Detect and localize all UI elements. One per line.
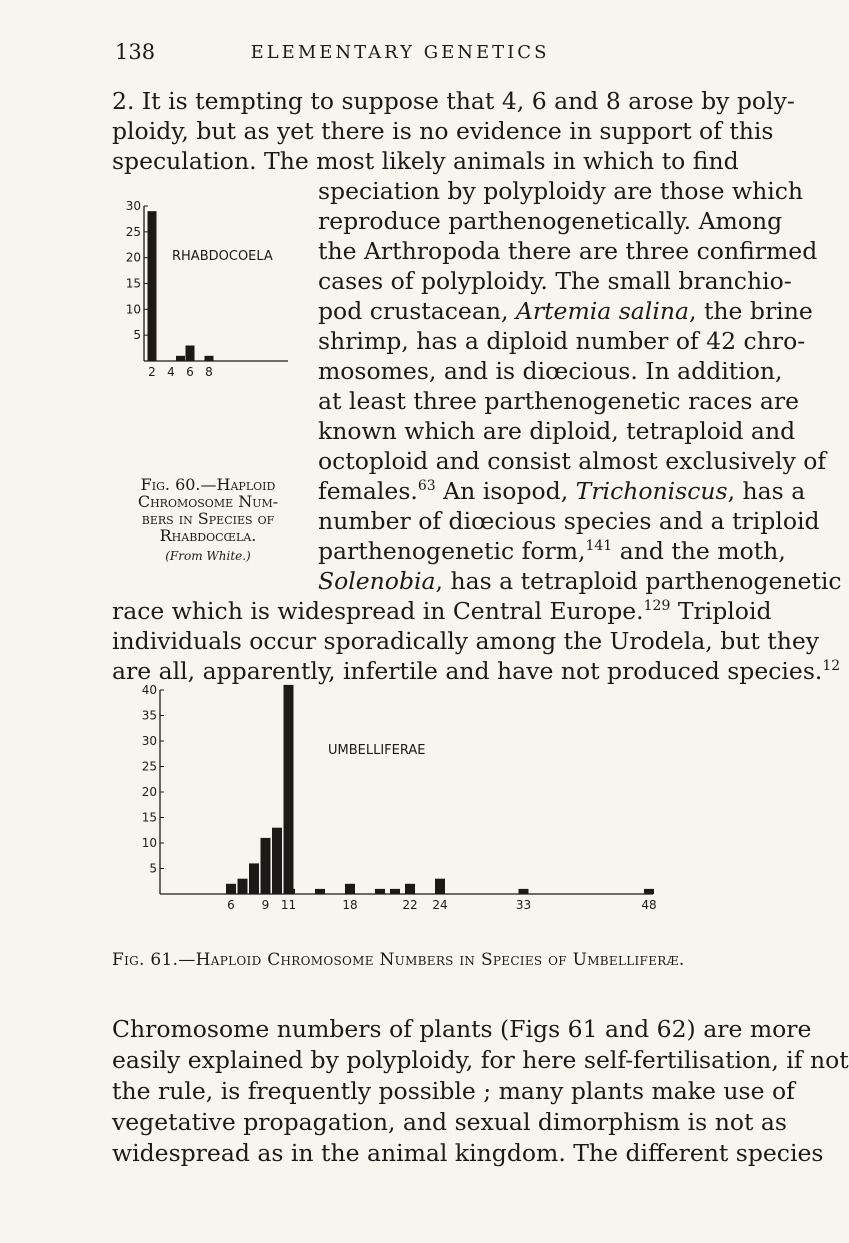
body-line: speculation. The most likely animals in which to find bbox=[112, 147, 739, 175]
species-name: Trichoniscus bbox=[575, 477, 728, 505]
y-tick-label: 35 bbox=[141, 708, 157, 723]
x-tick-label: 8 bbox=[205, 365, 213, 379]
y-tick-label: 15 bbox=[141, 810, 157, 825]
chart-title: UMBELLIFERAE bbox=[328, 743, 426, 758]
body-line: are all, apparently, infertile and have not produced species.$^{12}$ bbox=[112, 657, 841, 685]
body-line: the Arthropoda there are three confirmed bbox=[318, 237, 818, 265]
body-line: reproduce parthenogenetically. Among bbox=[318, 207, 783, 235]
body-line: widespread as in the animal kingdom. The different species bbox=[112, 1139, 824, 1167]
y-tick-label: 20 bbox=[141, 785, 157, 799]
footnote-ref: 129 bbox=[643, 598, 671, 615]
y-tick-label: 25 bbox=[141, 759, 157, 774]
bar bbox=[519, 889, 529, 894]
body-line: octoploid and consist almost exclusively of bbox=[318, 447, 827, 475]
body-line: 2. It is tempting to suppose that 4, 6 and 8 arose by poly- bbox=[112, 87, 795, 115]
bar bbox=[345, 884, 355, 894]
body-line: shrimp, has a diploid number of 42 chro- bbox=[318, 327, 806, 355]
bar bbox=[148, 211, 157, 361]
figure-60-caption bbox=[104, 476, 312, 565]
x-tick-label: 22 bbox=[402, 898, 418, 912]
bar bbox=[261, 838, 271, 894]
bar bbox=[284, 685, 294, 894]
body-line: mosomes, and is diœcious. In addition, bbox=[318, 357, 783, 385]
y-tick-label: 30 bbox=[125, 199, 141, 213]
species-name: Solenobia bbox=[318, 567, 436, 595]
x-tick-label: 18 bbox=[342, 898, 358, 912]
y-tick-label: 5 bbox=[149, 861, 157, 876]
chart-title: RHABDOCOELA bbox=[172, 249, 273, 264]
x-tick-label: 4 bbox=[167, 365, 175, 379]
body-line: vegetative propagation, and sexual dimorphism is not as bbox=[112, 1108, 787, 1136]
body-line: speciation by polyploidy are those which bbox=[318, 177, 804, 205]
x-tick-label: 6 bbox=[227, 898, 235, 912]
bar bbox=[405, 884, 415, 894]
bar bbox=[176, 356, 185, 361]
body-line: the rule, is frequently possible ; many plants make use of bbox=[112, 1077, 795, 1105]
y-tick-label: 25 bbox=[125, 224, 141, 239]
x-tick-label: 33 bbox=[515, 898, 532, 912]
footnote-ref: 63 bbox=[417, 478, 436, 495]
x-tick-label: 9 bbox=[261, 898, 270, 912]
body-line: individuals occur sporadically among the Urodela, but they bbox=[112, 627, 820, 655]
y-tick-label: 40 bbox=[141, 683, 157, 697]
body-line: known which are diploid, tetraploid and bbox=[318, 417, 796, 445]
bar bbox=[272, 828, 282, 894]
body-line: number of diœcious species and a triploid bbox=[318, 507, 820, 535]
bar bbox=[315, 889, 325, 894]
body-line: ploidy, but as yet there is no evidence in support of this bbox=[112, 117, 774, 145]
footnote-ref: 141 bbox=[585, 538, 613, 555]
y-tick-label: 10 bbox=[125, 302, 141, 317]
body-line: females.$^{63}$ An isopod, Trichoniscus, has a bbox=[318, 477, 806, 505]
caption-line: Chromosome Num- bbox=[137, 492, 279, 511]
figure-61-chart bbox=[118, 676, 698, 926]
body-line: at least three parthenogenetic races are bbox=[318, 387, 800, 415]
x-tick-label: 48 bbox=[641, 898, 657, 912]
body-line: pod crustacean, Artemia salina, the brine bbox=[318, 297, 813, 325]
bar bbox=[238, 879, 248, 894]
bar bbox=[186, 346, 195, 362]
body-line: parthenogenetic form,$^{141}$ and the moth, bbox=[318, 537, 786, 565]
bar bbox=[249, 863, 259, 894]
bar bbox=[205, 356, 214, 361]
caption-line: Rhabdocœla. bbox=[159, 526, 257, 545]
x-tick-label: 24 bbox=[432, 898, 448, 912]
caption-line: bers in Species of bbox=[141, 509, 275, 528]
y-tick-label: 10 bbox=[141, 836, 157, 850]
body-line: Chromosome numbers of plants (Figs 61 and 62) are more bbox=[112, 1015, 812, 1043]
figure-source: (From White.) bbox=[165, 549, 251, 563]
y-tick-label: 5 bbox=[133, 328, 141, 343]
body-line: easily explained by polyploidy, for here self-fertilisation, if not bbox=[112, 1046, 849, 1074]
footnote-ref: 12 bbox=[822, 658, 841, 675]
body-line: cases of polyploidy. The small branchio- bbox=[318, 267, 792, 295]
species-name: Artemia salina bbox=[515, 297, 689, 325]
running-title: ELEMENTARY GENETICS bbox=[250, 42, 550, 63]
y-tick-label: 15 bbox=[125, 276, 141, 291]
bar bbox=[226, 884, 236, 894]
bar bbox=[644, 889, 654, 894]
page-number: 138 bbox=[115, 40, 156, 64]
figure-60-chart bbox=[118, 196, 298, 386]
body-line: Solenobia, has a tetraploid parthenogenetic bbox=[318, 567, 842, 595]
caption-line: Fig. 60.—Haploid bbox=[140, 475, 276, 494]
bar bbox=[435, 879, 445, 894]
bar bbox=[390, 889, 400, 894]
figure-61-caption: Fig. 61.—Haploid Chromosome Numbers in Species of Umbelliferæ. bbox=[112, 950, 685, 970]
body-line: race which is widespread in Central Europe.$^{129}$ Triploid bbox=[112, 597, 772, 625]
x-tick-label: 11 bbox=[280, 898, 297, 912]
bar bbox=[285, 889, 295, 894]
y-tick-label: 30 bbox=[141, 734, 157, 748]
x-tick-label: 2 bbox=[148, 365, 156, 379]
x-tick-label: 6 bbox=[186, 365, 194, 379]
bar bbox=[375, 889, 385, 894]
y-tick-label: 20 bbox=[125, 250, 141, 265]
